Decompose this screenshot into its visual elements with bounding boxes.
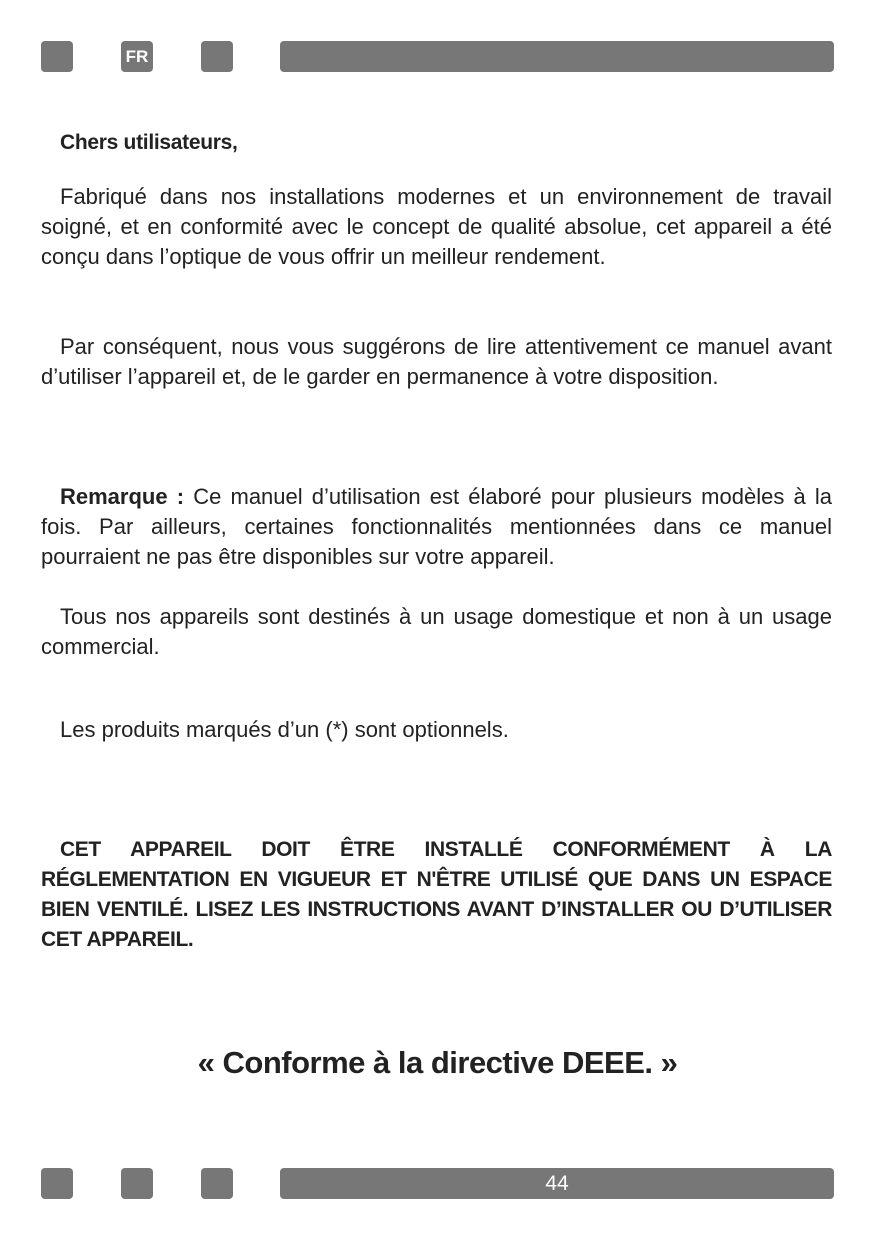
note-label: Remarque : — [60, 484, 185, 509]
header-block-3 — [201, 41, 233, 72]
greeting: Chers utilisateurs, — [60, 131, 238, 154]
weee-directive: « Conforme à la directive DEEE. » — [197, 1045, 678, 1080]
paragraph-note — [41, 482, 832, 572]
paragraph-intro: Fabriqué dans nos installations modernes et un environnement de travail soigné, et en conformité avec le concept de qualité absolue, cet appareil a été conçu dans l’optique de vous offrir un meilleur rendement. — [41, 184, 832, 269]
footer-block-2 — [121, 1168, 153, 1199]
paragraph-manual-advice: Par conséquent, nous vous suggérons de lire attentivement ce manuel avant d’utiliser l’appareil et, de le garder en permanence à votre disposition. — [41, 334, 832, 389]
footer-block-1 — [41, 1168, 73, 1199]
note-text: Ce manuel d’utilisation est élaboré pour plusieurs modèles à la fois. Par ailleurs, certaines fonctionnalités mentionnées dans ce manuel pourraient ne pas être disponibles sur votre appareil. — [41, 484, 832, 569]
language-tab: FR — [121, 41, 153, 72]
installation-warning: CET APPAREIL DOIT ÊTRE INSTALLÉ CONFORMÉMENT À LA RÉGLEMENTATION EN VIGUEUR ET N'ÊTRE UTILISÉ QUE DANS UN ESPACE BIEN VENTILÉ. LISEZ LES INSTRUCTIONS AVANT D’INSTALLER OU D’UTILISER CET APPAREIL. — [41, 838, 832, 951]
header-block-1 — [41, 41, 73, 72]
footer-block-3 — [201, 1168, 233, 1199]
paragraph-optional: Les produits marqués d’un (*) sont optionnels. — [60, 717, 509, 742]
header-bar — [280, 41, 834, 72]
paragraph-domestic-use: Tous nos appareils sont destinés à un usage domestique et non à un usage commercial. — [41, 604, 832, 659]
page-number: 44 — [280, 1168, 834, 1199]
